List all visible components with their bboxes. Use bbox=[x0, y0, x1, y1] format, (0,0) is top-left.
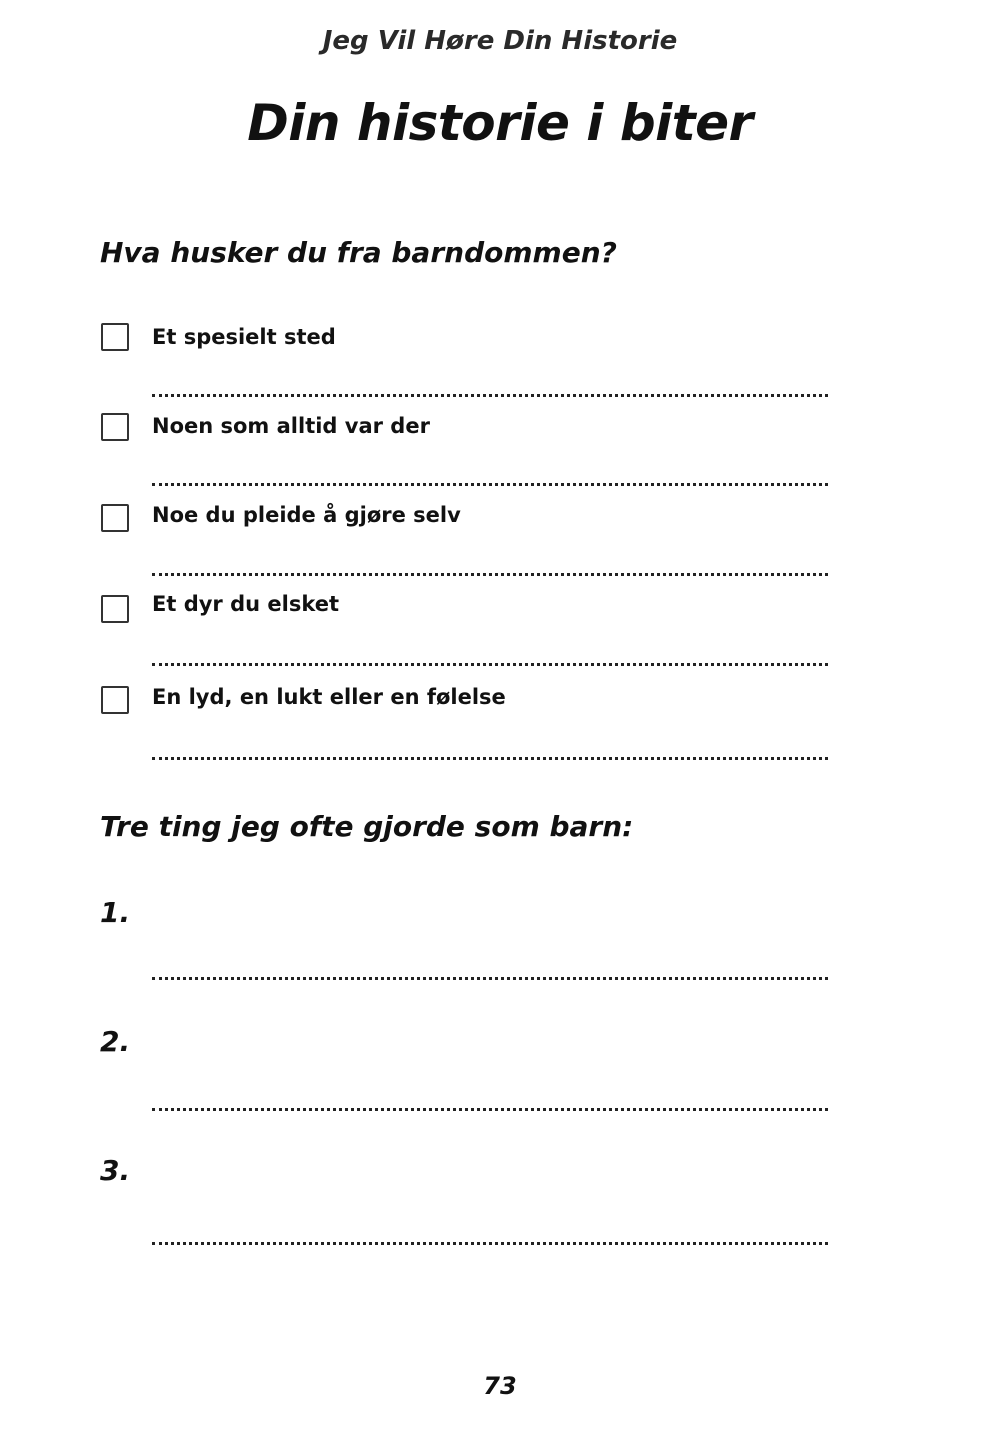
checkbox-icon[interactable] bbox=[101, 323, 129, 351]
answer-line[interactable] bbox=[152, 663, 828, 666]
checkbox-icon[interactable] bbox=[101, 504, 129, 532]
list-number: 3. bbox=[100, 1154, 131, 1187]
answer-line[interactable] bbox=[152, 573, 828, 576]
section-heading-three-things: Tre ting jeg ofte gjorde som barn: bbox=[100, 810, 634, 843]
list-number: 2. bbox=[100, 1025, 131, 1058]
answer-line[interactable] bbox=[152, 757, 828, 760]
checklist-label: En lyd, en lukt eller en følelse bbox=[152, 685, 506, 709]
checklist-label: Et dyr du elsket bbox=[152, 592, 340, 616]
running-header: Jeg Vil Høre Din Historie bbox=[322, 26, 678, 56]
checklist-label: Et spesielt sted bbox=[152, 325, 336, 349]
page-title: Din historie i biter bbox=[247, 94, 753, 152]
checkbox-icon[interactable] bbox=[101, 595, 129, 623]
answer-line[interactable] bbox=[152, 394, 828, 397]
answer-line[interactable] bbox=[152, 977, 828, 980]
page-number: 73 bbox=[483, 1372, 517, 1400]
checklist-label: Noe du pleide å gjøre selv bbox=[152, 503, 461, 527]
answer-line[interactable] bbox=[152, 483, 828, 486]
list-number: 1. bbox=[100, 896, 131, 929]
checkbox-icon[interactable] bbox=[101, 413, 129, 441]
section-heading-childhood: Hva husker du fra barndommen? bbox=[100, 236, 617, 269]
checkbox-icon[interactable] bbox=[101, 686, 129, 714]
checklist-label: Noen som alltid var der bbox=[152, 414, 430, 438]
answer-line[interactable] bbox=[152, 1242, 828, 1245]
answer-line[interactable] bbox=[152, 1108, 828, 1111]
